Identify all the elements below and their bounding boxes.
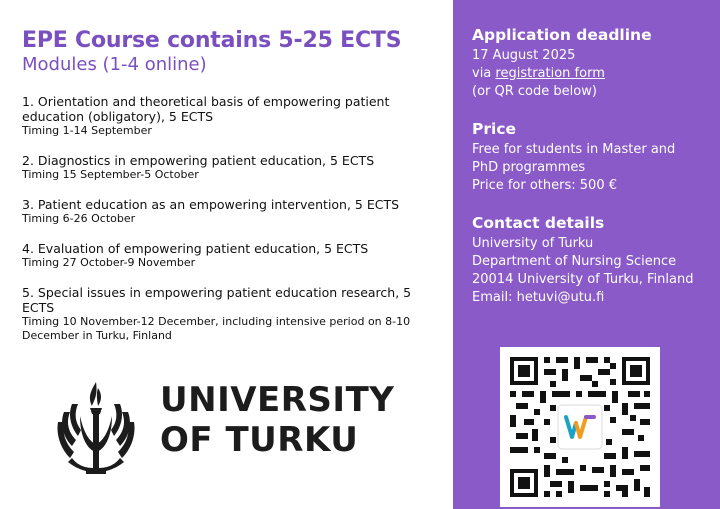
module-item bbox=[22, 285, 447, 343]
contact-line-2: Department of Nursing Science bbox=[472, 254, 677, 269]
registration-form-link[interactable]: registration form bbox=[495, 66, 605, 81]
via-text: via bbox=[472, 66, 496, 81]
contact-line-3: 20014 University of Turku, Finland bbox=[472, 272, 694, 287]
application-panel bbox=[453, 0, 720, 509]
university-wordmark bbox=[160, 380, 394, 460]
qr-note: (or QR code below) bbox=[472, 84, 597, 99]
module-item bbox=[22, 94, 447, 138]
course-subtitle: Modules (1-4 online) bbox=[22, 54, 207, 75]
wordmark-line1: UNIVERSITY bbox=[160, 380, 395, 420]
university-torch-emblem-icon bbox=[50, 378, 142, 478]
price-line-3: Price for others: 500 € bbox=[472, 178, 617, 193]
wordmark-line2: OF TURKU bbox=[160, 420, 359, 460]
module-timing: Timing 1-14 September bbox=[22, 124, 152, 137]
course-title: EPE Course contains 5-25 ECTS bbox=[22, 28, 402, 53]
price-line-2: PhD programmes bbox=[472, 160, 586, 175]
contact-line-1: University of Turku bbox=[472, 236, 594, 251]
module-item bbox=[22, 197, 447, 226]
module-timing: Timing 10 November-12 December, including intensive period on 8-10 December in Turku, Finland bbox=[22, 315, 411, 342]
price-line-1: Free for students in Master and bbox=[472, 142, 676, 157]
module-title: 2. Diagnostics in empowering patient education, 5 ECTS bbox=[22, 153, 375, 168]
university-logo bbox=[50, 378, 420, 478]
contact-section bbox=[472, 214, 712, 307]
deadline-heading: Application deadline bbox=[472, 26, 652, 44]
contact-email: Email: hetuvi@utu.fi bbox=[472, 290, 605, 305]
deadline-section bbox=[472, 26, 712, 101]
module-title: 1. Orientation and theoretical basis of empowering patient education (obligatory), 5 ECTS bbox=[22, 94, 390, 124]
contact-heading: Contact details bbox=[472, 214, 605, 232]
module-item bbox=[22, 241, 447, 270]
module-title: 5. Special issues in empowering patient education research, 5 ECTS bbox=[22, 285, 412, 315]
qr-code-icon bbox=[510, 357, 650, 497]
price-section bbox=[472, 120, 712, 195]
module-item bbox=[22, 153, 447, 182]
registration-line bbox=[472, 65, 712, 83]
module-timing: Timing 6-26 October bbox=[22, 212, 136, 225]
module-title: 4. Evaluation of empowering patient education, 5 ECTS bbox=[22, 241, 369, 256]
deadline-date: 17 August 2025 bbox=[472, 48, 576, 63]
module-timing: Timing 15 September-5 October bbox=[22, 168, 199, 181]
module-timing: Timing 27 October-9 November bbox=[22, 256, 196, 269]
qr-code[interactable] bbox=[500, 347, 660, 507]
module-list bbox=[22, 94, 447, 358]
price-heading: Price bbox=[472, 120, 517, 138]
module-title: 3. Patient education as an empowering intervention, 5 ECTS bbox=[22, 197, 400, 212]
